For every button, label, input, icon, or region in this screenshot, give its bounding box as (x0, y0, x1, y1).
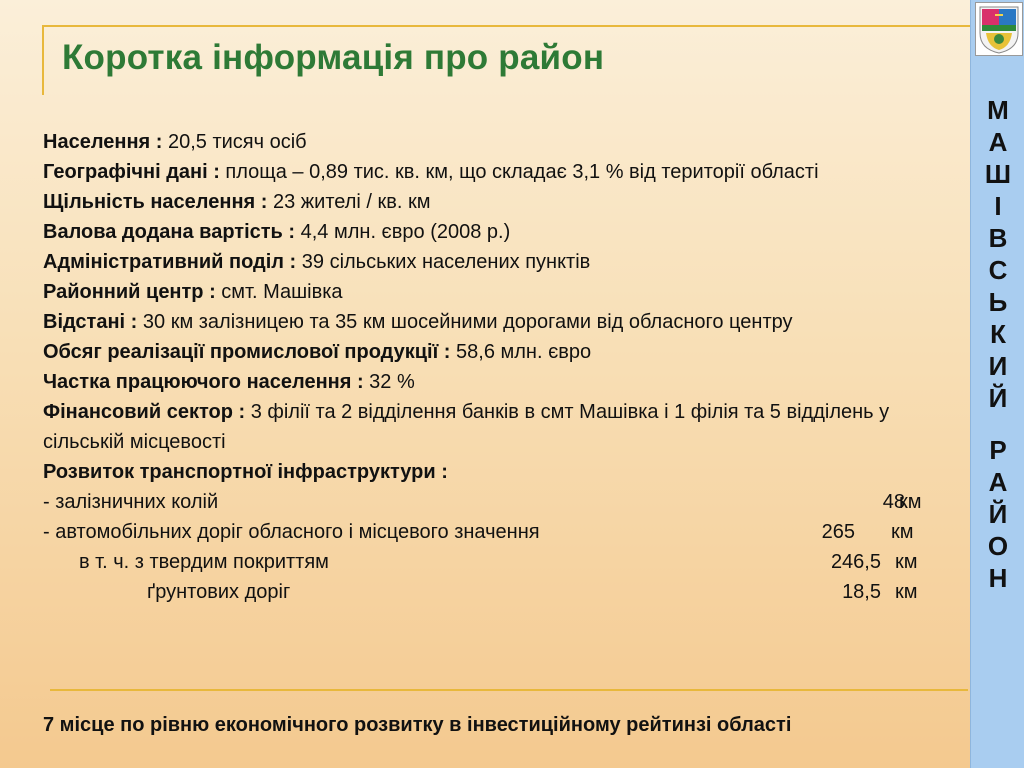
transport-row-rail: - залізничних колій 48 км (43, 491, 922, 513)
info-list (43, 127, 943, 607)
info-admin-division: Адміністративний поділ : 39 сільських населених пунктів (43, 251, 591, 273)
info-density: Щільність населення : 23 жителі / кв. км (43, 191, 431, 213)
info-district-center: Районний центр : смт. Машівка (43, 281, 343, 303)
info-distances: Відстані : 30 км залізницею та 35 км шосейними дорогами від обласного центру (43, 311, 793, 333)
info-geography: Географічні дані : площа – 0,89 тис. кв. км, що складає 3,1 % від території області (43, 161, 819, 183)
page-title: Коротка інформація про район (62, 38, 605, 77)
info-financial-sector: Фінансовий сектор : 3 філії та 2 відділення банків в смт Машівка і 1 філія та 5 відділень у сільській місцевості (43, 401, 890, 453)
left-accent (42, 25, 44, 95)
info-working-share: Частка працюючого населення : 32 % (43, 371, 415, 393)
transport-heading: Розвиток транспортної інфраструктури : (43, 461, 448, 483)
district-name-vertical: М А Ш І В С Ь К И Й Р А Й О Н (971, 94, 1024, 594)
bottom-divider (50, 689, 968, 691)
info-population: Населення : 20,5 тисяч осіб (43, 131, 307, 153)
district-emblem-icon (975, 2, 1023, 56)
transport-row-roads: - автомобільних доріг обласного і місцевого значення 265 км (43, 521, 914, 543)
info-industrial-output: Обсяг реалізації промислової продукції : 58,6 млн. євро (43, 341, 592, 363)
transport-row-paved: в т. ч. з твердим покриттям 246,5 км (79, 551, 918, 573)
rating-note: 7 місце по рівню економічного розвитку в інвестиційному рейтинзі області (43, 714, 792, 736)
sidebar (970, 0, 1024, 768)
top-divider (42, 25, 970, 27)
transport-row-dirt: ґрунтових доріг 18,5 км (147, 581, 918, 603)
word-gap (971, 414, 1024, 434)
info-gva: Валова додана вартість : 4,4 млн. євро (2008 р.) (43, 221, 511, 243)
